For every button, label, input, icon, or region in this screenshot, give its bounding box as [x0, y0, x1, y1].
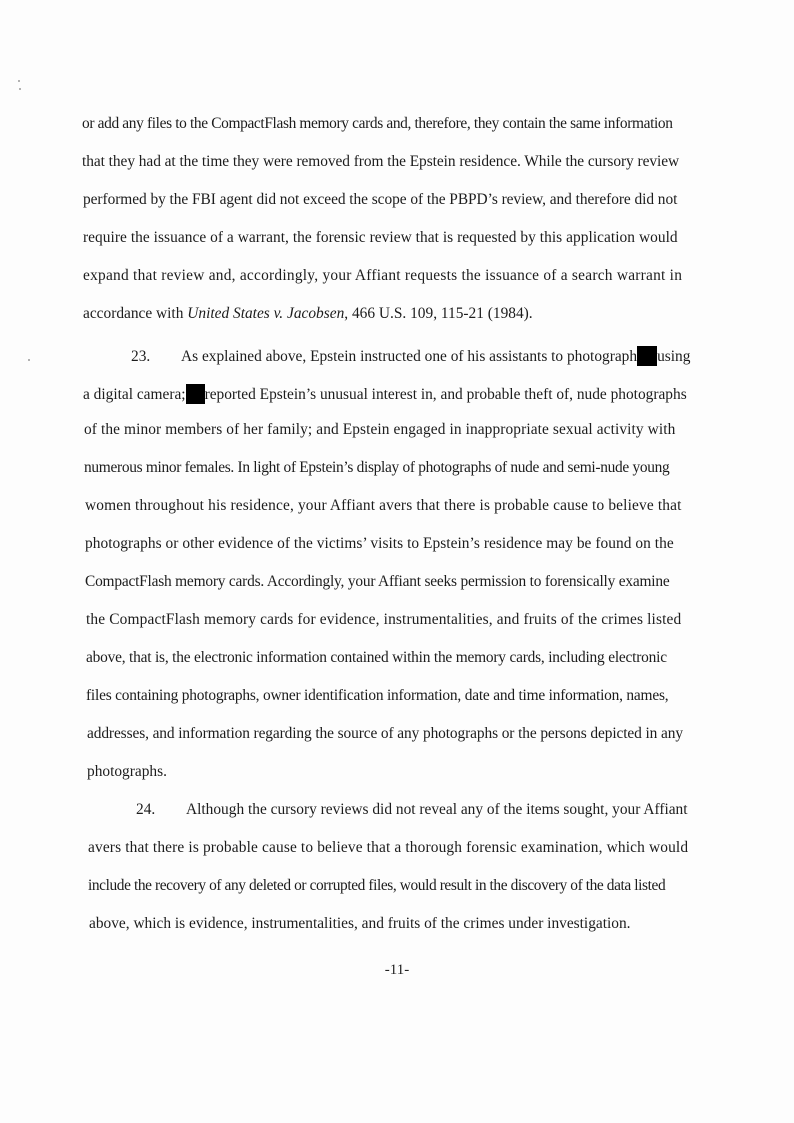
paragraph-24-first-line — [136, 802, 688, 817]
scan-speck — [18, 80, 20, 82]
paragraph-23-second-line — [83, 384, 687, 404]
text-line: include the recovery of any deleted or corrupted files, would result in the discovery of the data listed — [88, 877, 666, 894]
citation-suffix: , 466 U.S. 109, 115-21 (1984). — [344, 305, 533, 322]
text-segment: using — [657, 348, 691, 365]
redaction-block — [637, 346, 657, 366]
text-line: of the minor members of her family; and Epstein engaged in inappropriate sexual activity with — [84, 421, 676, 438]
text-segment: reported Epstein’s unusual interest in, and probable theft of, nude photographs — [204, 386, 687, 403]
text-line: above, which is evidence, instrumentalities, and fruits of the crimes under investigation. — [89, 915, 631, 932]
text-line: addresses, and information regarding the source of any photographs or the persons depicted in any — [87, 725, 683, 742]
text-line: women throughout his residence, your Affiant avers that there is probable cause to believe that — [85, 497, 682, 514]
citation-prefix: accordance with — [83, 305, 188, 322]
text-line: performed by the FBI agent did not exceed the scope of the PBPD’s review, and therefore did not — [83, 191, 678, 208]
paragraph-number: 24. — [136, 801, 156, 818]
case-name: United States v. Jacobsen — [187, 305, 345, 322]
scan-speck — [28, 359, 30, 361]
page-number: -11- — [384, 962, 410, 978]
text-segment: As explained above, Epstein instructed one of his assistants to photograph — [181, 348, 638, 365]
text-line: expand that review and, accordingly, your Affiant requests the issuance of a search warrant in — [83, 267, 683, 284]
paragraph-23-first-line — [131, 346, 690, 366]
redaction-block — [186, 384, 205, 404]
text-segment: Although the cursory reviews did not reveal any of the items sought, your Affiant — [186, 801, 688, 818]
text-line: numerous minor females. In light of Epstein’s display of photographs of nude and semi-nude young — [84, 459, 670, 476]
text-line: above, that is, the electronic information contained within the memory cards, including electronic — [86, 649, 667, 666]
text-line: photographs or other evidence of the victims’ visits to Epstein’s residence may be found on the — [85, 535, 674, 552]
text-segment: a digital camera; — [83, 386, 186, 403]
text-line: photographs. — [87, 763, 167, 780]
paragraph-number: 23. — [131, 348, 151, 365]
scan-speck — [19, 88, 21, 90]
text-line: require the issuance of a warrant, the forensic review that is requested by this application would — [83, 229, 678, 246]
text-line: or add any files to the CompactFlash memory cards and, therefore, they contain the same information — [82, 115, 673, 132]
citation-line — [83, 306, 533, 321]
text-line: the CompactFlash memory cards for evidence, instrumentalities, and fruits of the crimes listed — [86, 611, 682, 628]
text-line: CompactFlash memory cards. Accordingly, your Affiant seeks permission to forensically examine — [85, 573, 670, 590]
text-line: avers that there is probable cause to believe that a thorough forensic examination, which would — [88, 839, 689, 856]
text-line: that they had at the time they were removed from the Epstein residence. While the cursory review — [82, 153, 680, 170]
text-line: files containing photographs, owner identification information, date and time information, names, — [86, 687, 669, 704]
